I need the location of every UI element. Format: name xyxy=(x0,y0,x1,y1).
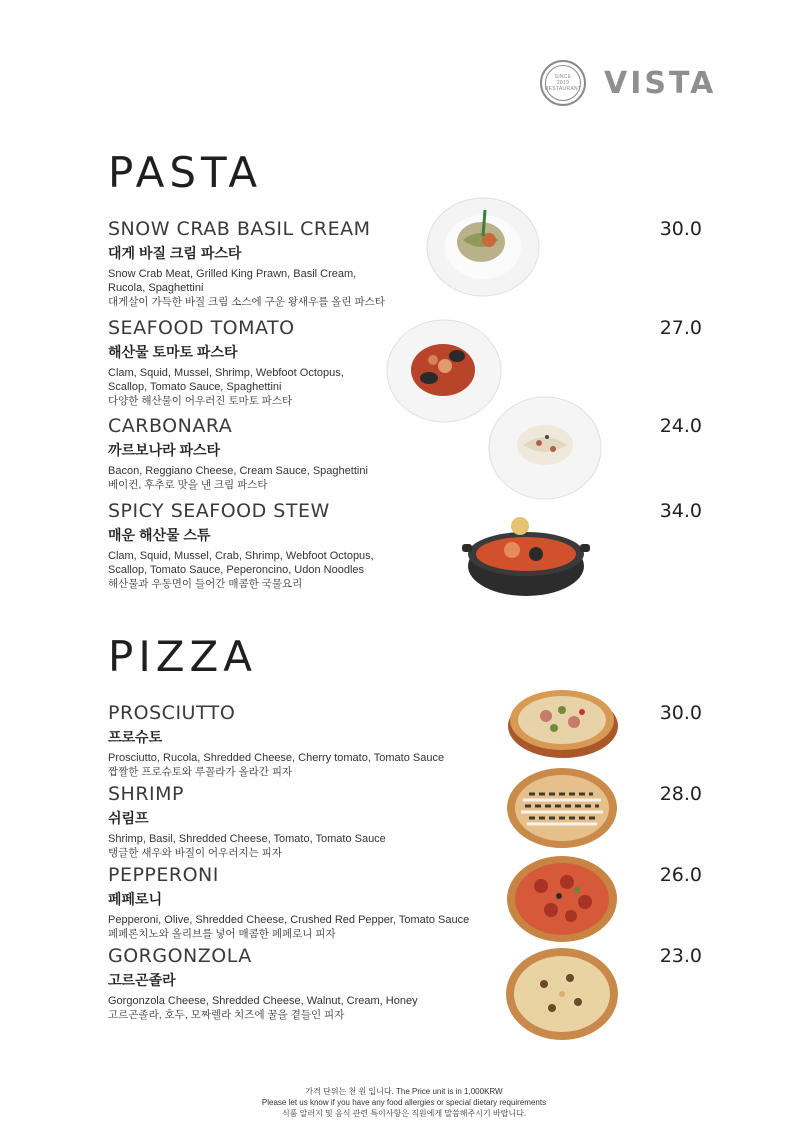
item-description: Prosciutto, Rucola, Shredded Cheese, Cherry tomato, Tomato Sauce xyxy=(108,752,445,764)
brand-name: VISTA xyxy=(604,65,717,101)
item-name-ko: 프로슈토 xyxy=(108,729,163,745)
menu-item-pizza xyxy=(108,783,386,860)
seal-icon xyxy=(540,60,586,106)
menu-item-pizza xyxy=(108,702,444,779)
item-price: 23.0 xyxy=(659,945,702,967)
menu-item-pasta xyxy=(108,218,385,309)
item-description-ko: 해산물과 우동면이 들어간 매콤한 국물요리 xyxy=(108,578,303,590)
item-price: 30.0 xyxy=(659,702,702,724)
prosciutto-pizza-photo xyxy=(506,686,620,760)
item-name-ko: 페페로니 xyxy=(108,891,163,907)
item-description: Pepperoni, Olive, Shredded Cheese, Crushed Red Pepper, Tomato Sauce xyxy=(108,914,470,926)
menu-item-pasta xyxy=(108,415,368,492)
brand-logo xyxy=(540,60,716,106)
item-description: Bacon, Reggiano Cheese, Cream Sauce, Spaghettini xyxy=(108,465,368,477)
item-name: PEPPERONI xyxy=(108,864,219,886)
item-description: Clam, Squid, Mussel, Crab, Shrimp, Webfoot Octopus, Scallop, Tomato Sauce, Peperoncino, Udon Noodles xyxy=(108,550,374,576)
item-description: Shrimp, Basil, Shredded Cheese, Tomato, Tomato Sauce xyxy=(108,833,386,845)
item-price: 34.0 xyxy=(659,500,702,522)
item-name-ko: 고르곤졸라 xyxy=(108,972,176,988)
item-name: SEAFOOD TOMATO xyxy=(108,317,295,339)
price-note-footer xyxy=(0,1086,808,1119)
footer-line-price-unit: 가격 단위는 천 원 입니다. The Price unit is in 1,000KRW xyxy=(305,1087,503,1096)
item-name: CARBONARA xyxy=(108,415,233,437)
menu-item-pizza xyxy=(108,945,418,1022)
item-description-ko: 베이컨, 후추로 맛을 낸 크림 파스타 xyxy=(108,479,268,491)
item-name: GORGONZOLA xyxy=(108,945,252,967)
shrimp-pizza-photo xyxy=(505,766,619,850)
item-description-ko: 짭짤한 프로슈토와 루꼴라가 올라간 피자 xyxy=(108,766,293,778)
seal-text-mid: 2019 xyxy=(556,80,570,86)
item-price: 26.0 xyxy=(659,864,702,886)
footer-line-allergy-en: Please let us know if you have any food allergies or special dietary requirements xyxy=(261,1098,547,1107)
item-name-ko: 쉬림프 xyxy=(108,810,149,826)
pepperoni-pizza-photo xyxy=(505,854,619,944)
item-description: Gorgonzola Cheese, Shredded Cheese, Walnut, Cream, Honey xyxy=(108,995,418,1007)
item-name: SPICY SEAFOOD STEW xyxy=(108,500,330,522)
item-description-ko: 페페론치노와 올리브를 넣어 매콤한 페페로니 피자 xyxy=(108,928,336,940)
item-name: SNOW CRAB BASIL CREAM xyxy=(108,218,371,240)
pasta-section-title: PASTA xyxy=(108,148,263,197)
seafood-stew-bowl-photo xyxy=(460,514,592,598)
gorgonzola-pizza-photo xyxy=(504,946,620,1042)
item-description-ko: 대게살이 가득한 바질 크림 소스에 구운 왕새우를 올린 파스타 xyxy=(108,296,385,308)
footer-line-allergy-ko: 식품 알러지 및 음식 관련 특이사항은 직원에게 말씀해주시기 바랍니다. xyxy=(281,1109,527,1118)
item-name-ko: 대게 바질 크림 파스타 xyxy=(108,245,242,261)
pizza-section-title: PIZZA xyxy=(108,632,257,681)
snow-crab-pasta-photo xyxy=(425,196,541,298)
carbonara-pasta-photo xyxy=(487,395,603,501)
item-name-ko: 해산물 토마토 파스타 xyxy=(108,344,238,360)
seafood-tomato-pasta-photo xyxy=(385,318,503,424)
seal-text-bottom: RESTAURANT xyxy=(544,86,582,92)
item-description-ko: 다양한 해산물이 어우러진 토마토 파스타 xyxy=(108,395,293,407)
item-description-ko: 탱글한 새우와 바질이 어우러지는 피자 xyxy=(108,847,282,859)
menu-item-pizza xyxy=(108,864,469,941)
item-price: 28.0 xyxy=(659,783,702,805)
item-price: 24.0 xyxy=(659,415,702,437)
item-price: 30.0 xyxy=(659,218,702,240)
item-price: 27.0 xyxy=(659,317,702,339)
item-name: PROSCIUTTO xyxy=(108,702,236,724)
item-name-ko: 매운 해산물 스튜 xyxy=(108,527,211,543)
item-description-ko: 고르곤졸라, 호두, 모짜렐라 치즈에 꿀을 곁들인 피자 xyxy=(108,1009,345,1021)
item-description: Clam, Squid, Mussel, Shrimp, Webfoot Octopus, Scallop, Tomato Sauce, Spaghettini xyxy=(108,367,344,393)
menu-item-pasta xyxy=(108,500,374,591)
menu-item-pasta xyxy=(108,317,344,408)
item-name-ko: 까르보나라 파스타 xyxy=(108,442,221,458)
item-name: SHRIMP xyxy=(108,783,185,805)
item-description: Snow Crab Meat, Grilled King Prawn, Basil Cream, Rucola, Spaghettini xyxy=(108,268,357,294)
seal-text-top: SINCE xyxy=(554,74,572,80)
